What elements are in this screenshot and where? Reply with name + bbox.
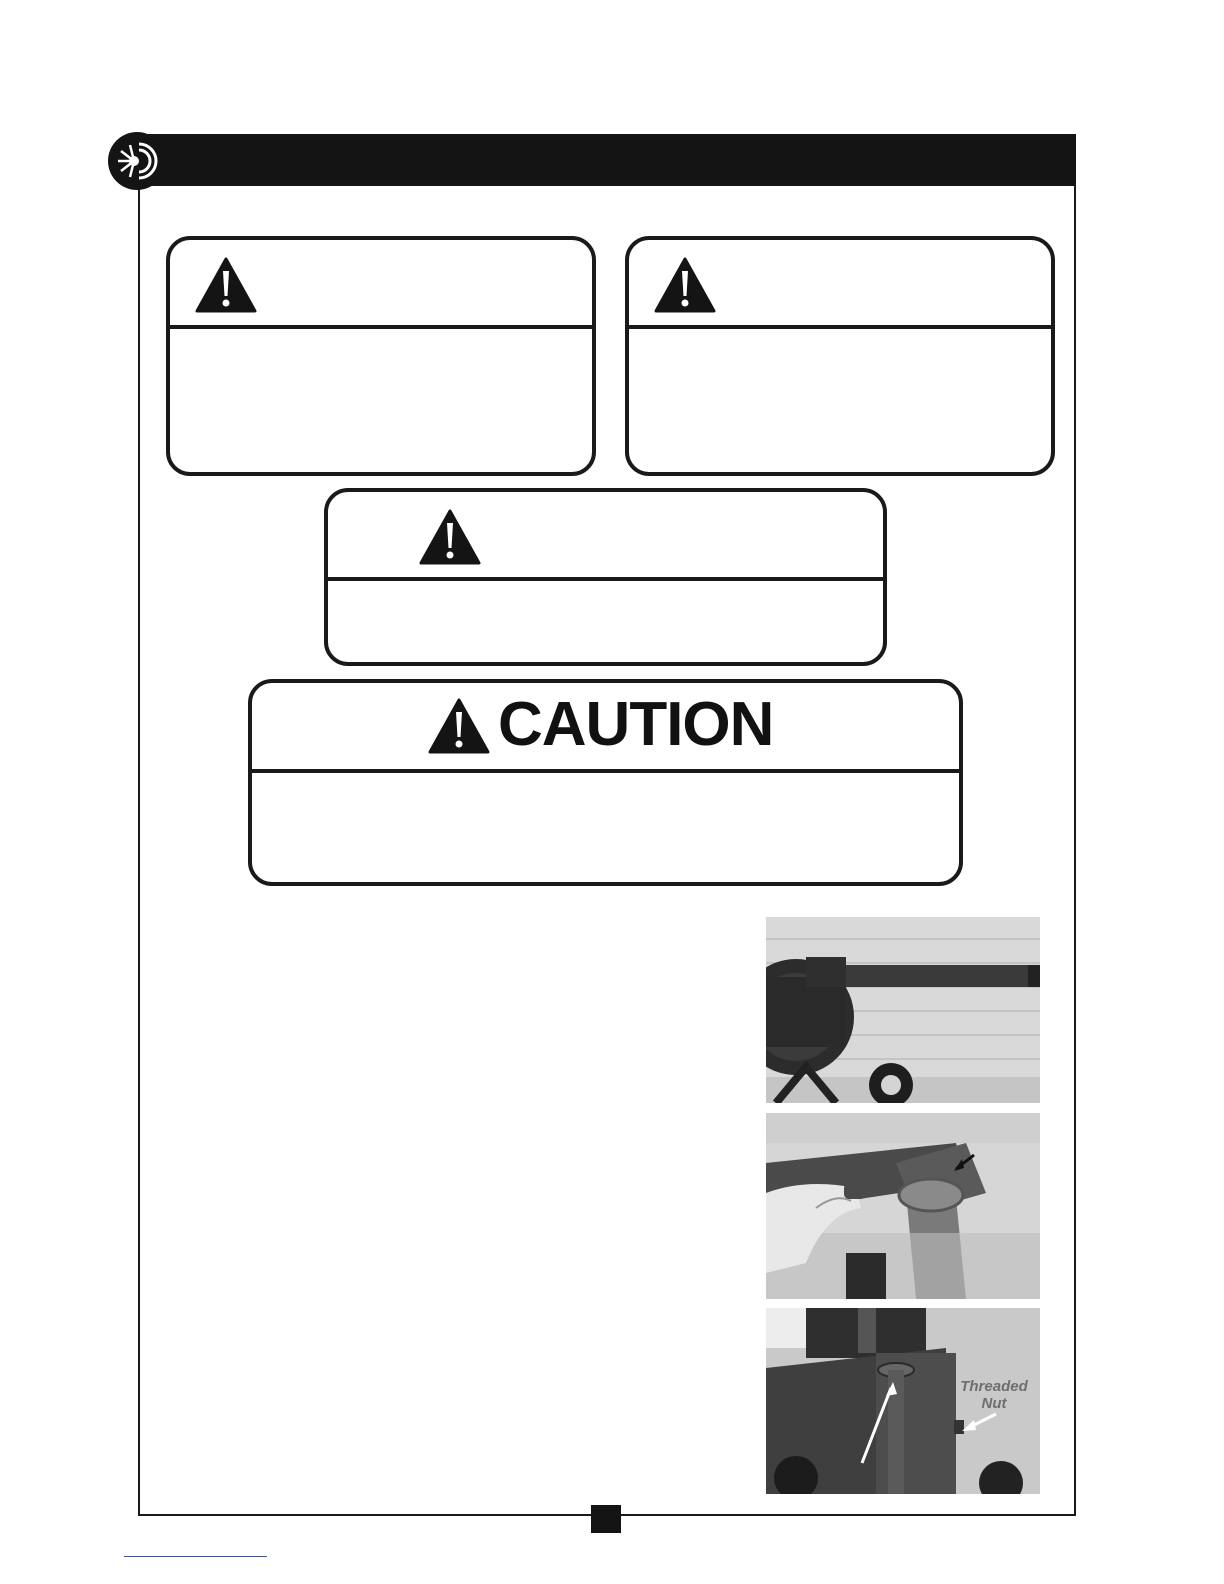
- photo-3-threaded-nut: [766, 1308, 1040, 1494]
- section-header-bar: [138, 134, 1076, 186]
- caution-label-header: [252, 683, 959, 773]
- threaded-nut-caption: Threaded Nut: [960, 1378, 1028, 1412]
- warning-label-2: [625, 236, 1055, 476]
- warning-label-3: [324, 488, 887, 666]
- footer-link[interactable]: [124, 1556, 267, 1557]
- warning-label-3-header: [328, 492, 883, 581]
- warning-label-2-header: [629, 240, 1051, 329]
- photo-1-auger-tube: [766, 917, 1040, 1103]
- caution-label: [248, 679, 963, 886]
- warning-triangle-icon: [418, 508, 482, 566]
- page-number: [591, 1505, 621, 1533]
- photo-2-auger-pin: [766, 1113, 1040, 1299]
- warning-triangle-icon: [653, 256, 717, 314]
- caution-signal-word: CAUTION: [498, 690, 774, 759]
- warning-label-1-header: [170, 240, 592, 329]
- warning-triangle-icon: [427, 697, 491, 755]
- brand-logo-icon: [108, 132, 166, 190]
- warning-label-1: [166, 236, 596, 476]
- warning-triangle-icon: [194, 256, 258, 314]
